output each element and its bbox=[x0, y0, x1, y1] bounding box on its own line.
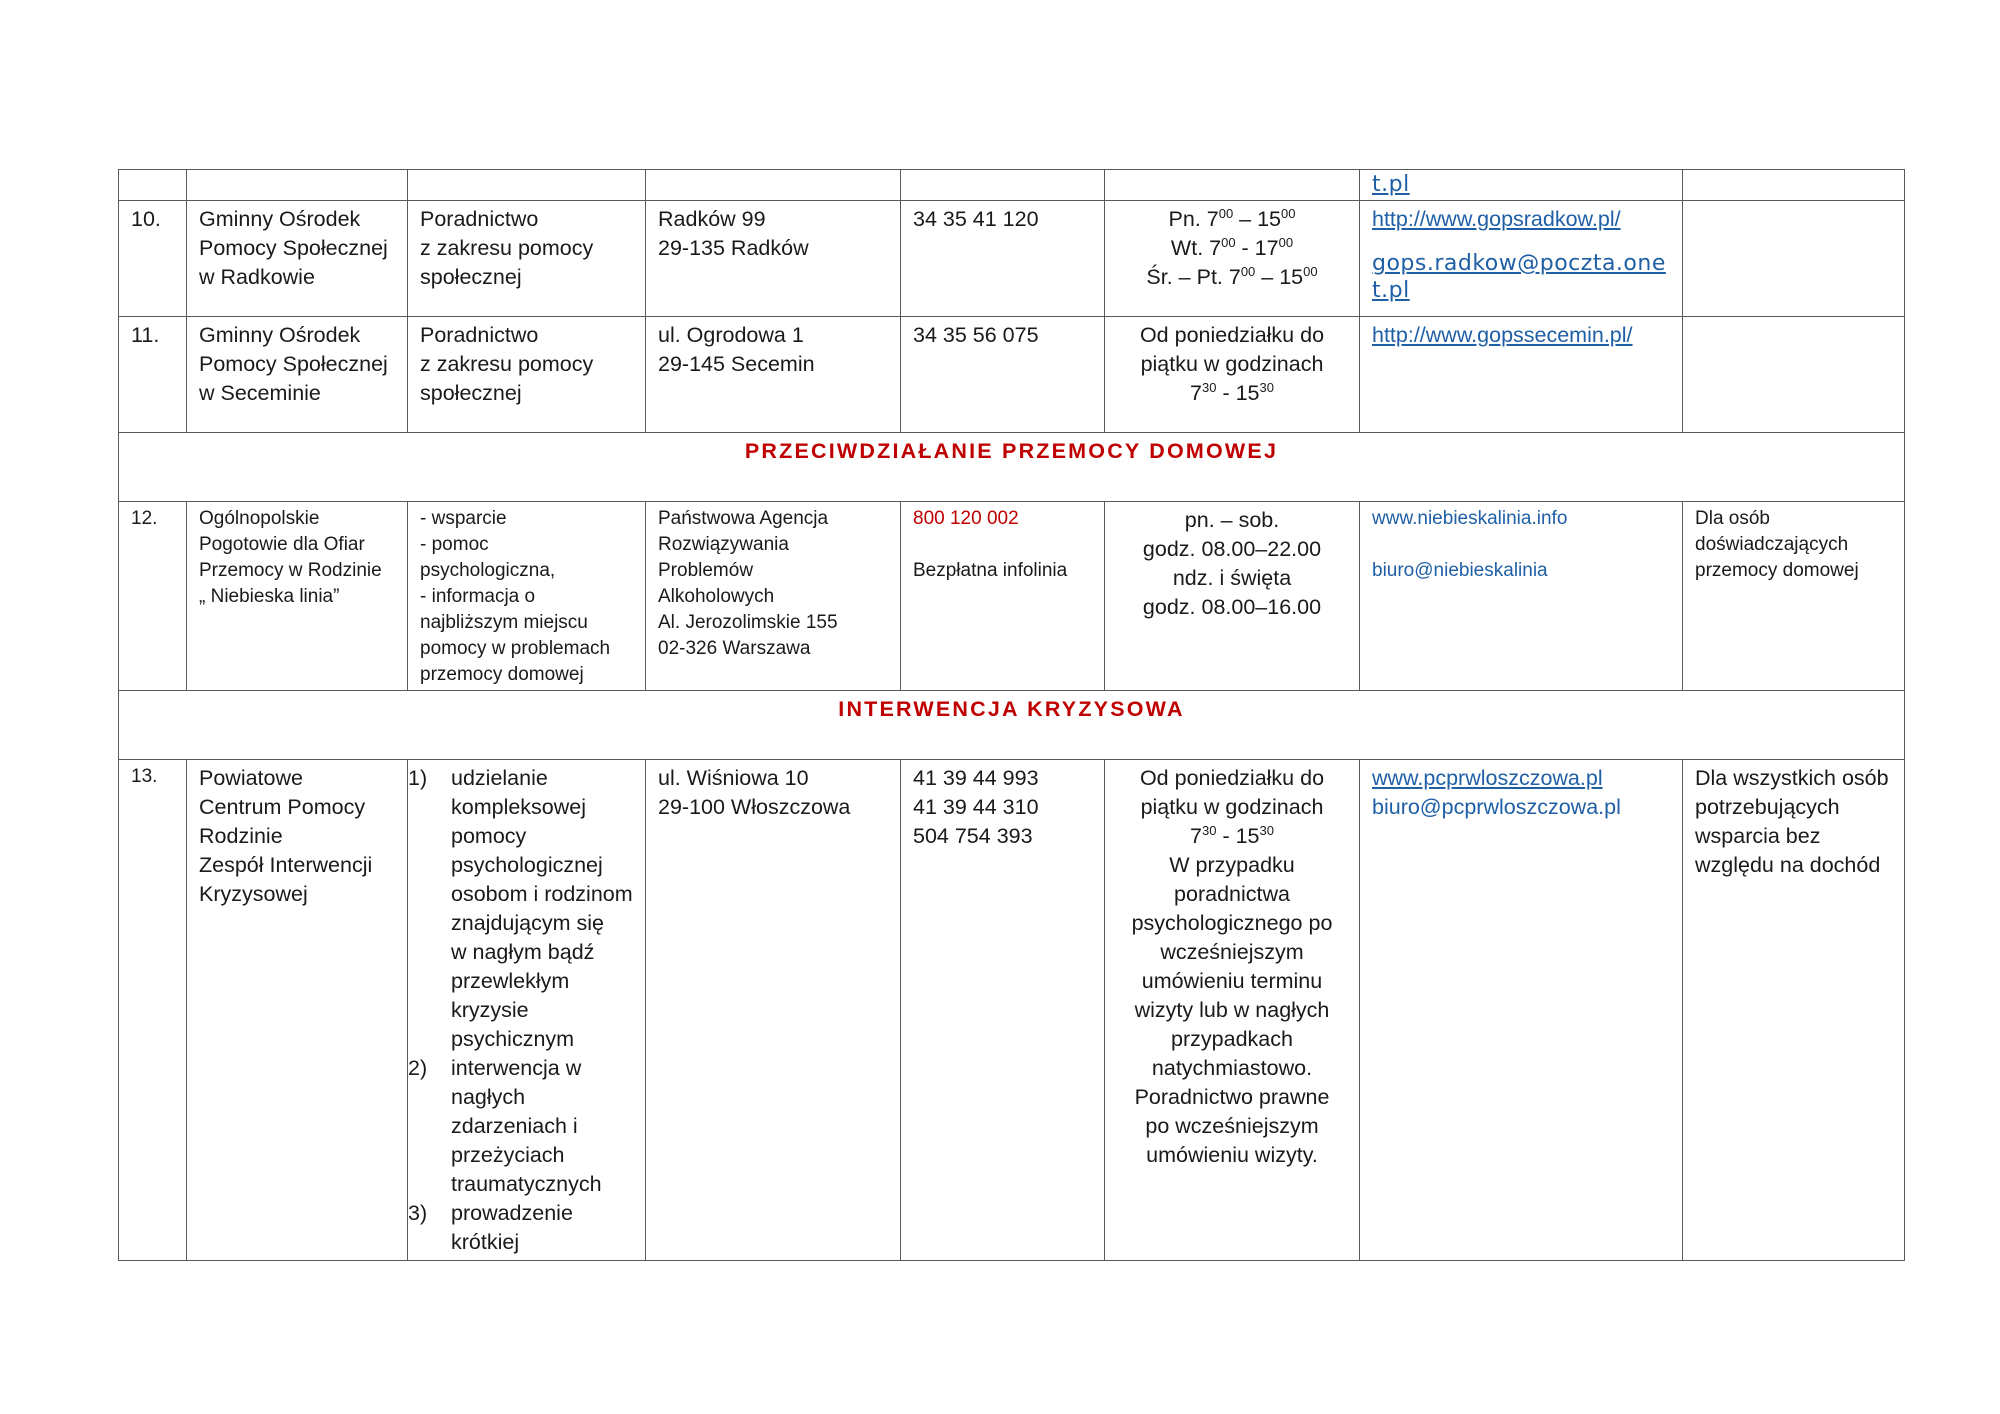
address: Państwowa Agencja Rozwiązywania Problemów Alkoholowych Al. Jerozolimskie 155 02-326 Warszawa bbox=[646, 502, 901, 691]
table-row bbox=[119, 502, 1905, 691]
opening-hours: pn. – sob. godz. 08.00–22.00 ndz. i święta godz. 08.00–16.00 bbox=[1105, 502, 1360, 691]
opening-hours: Od poniedziałku do piątku w godzinach $7^{30} - 15^{30}$ W przypadku poradnictwa psychologicznego po wcześniejszym umówieniu terminu wizyty lub w nagłych przypadkach natychmiastowo. Poradnictwo prawne po wcześniejszym umówieniu wizyty. bbox=[1105, 760, 1360, 1261]
institutions-table bbox=[118, 169, 1905, 1261]
services-list bbox=[408, 764, 633, 1257]
section-title-domestic-violence: PRZECIWDZIAŁANIE PRZEMOCY DOMOWEJ bbox=[119, 433, 1905, 502]
row-number: 13. bbox=[119, 760, 187, 1261]
row-number: 12. bbox=[119, 502, 187, 691]
opening-hours: Pn. $7^{00} - 15^{00}$ Wt. $7^{00} - 17^{00}$ Śr. – Pt. $7^{00} - 15^{00}$ bbox=[1105, 201, 1360, 317]
hotline-number: 800 120 002 bbox=[913, 508, 1019, 529]
list-item: 2) interwencja w nagłych zdarzeniach i przeżyciach traumatycznych bbox=[408, 1056, 602, 1196]
email-link[interactable]: gops.radkow@poczta.one bbox=[1372, 251, 1666, 276]
email-link-continued[interactable]: t.pl bbox=[1372, 278, 1410, 303]
section-header bbox=[119, 691, 1905, 760]
hotline-note: Bezpłatna infolinia bbox=[913, 560, 1068, 581]
institution-name: Gminny Ośrodek Pomocy Społecznej w Radkowie bbox=[187, 201, 408, 317]
section-title-crisis-intervention: INTERWENCJA KRYZYSOWA bbox=[119, 691, 1905, 760]
table-row-continued bbox=[119, 170, 1905, 201]
website-link[interactable]: http://www.gopssecemin.pl/ bbox=[1372, 323, 1633, 347]
institution-name: Powiatowe Centrum Pomocy Rodzinie Zespół Interwencji Kryzysowej bbox=[187, 760, 408, 1261]
service-description bbox=[408, 760, 646, 1261]
list-item: 1) udzielanie kompleksowej pomocy psychologicznej osobom i rodzinom znajdującym się w nagłym bądź przewlekłym kryzysie psychicznym bbox=[408, 766, 633, 1051]
phone: 34 35 41 120 bbox=[901, 201, 1105, 317]
phone: 41 39 44 993 41 39 44 310 504 754 393 bbox=[901, 760, 1105, 1261]
contact-links bbox=[1360, 502, 1683, 691]
section-header bbox=[119, 433, 1905, 502]
row-number: 10. bbox=[119, 201, 187, 317]
address: Radków 99 29-135 Radków bbox=[646, 201, 901, 317]
table-row bbox=[119, 201, 1905, 317]
phone bbox=[901, 502, 1105, 691]
phone: 34 35 56 075 bbox=[901, 317, 1105, 433]
target-group: Dla osób doświadczających przemocy domowej bbox=[1683, 502, 1905, 691]
address: ul. Ogrodowa 1 29-145 Secemin bbox=[646, 317, 901, 433]
service-description: Poradnictwo z zakresu pomocy społecznej bbox=[408, 317, 646, 433]
service-description: Poradnictwo z zakresu pomocy społecznej bbox=[408, 201, 646, 317]
email-link[interactable]: biuro@pcprwloszczowa.pl bbox=[1372, 795, 1621, 819]
contact-links bbox=[1360, 201, 1683, 317]
row-number: 11. bbox=[119, 317, 187, 433]
table-row bbox=[119, 760, 1905, 1261]
target-group: Dla wszystkich osób potrzebujących wsparcia bez względu na dochód bbox=[1683, 760, 1905, 1261]
service-description: - wsparcie - pomoc psychologiczna, - informacja o najbliższym miejscu pomocy w problemach przemocy domowej bbox=[408, 502, 646, 691]
institution-name: Ogólnopolskie Pogotowie dla Ofiar Przemocy w Rodzinie „ Niebieska linia” bbox=[187, 502, 408, 691]
website-link[interactable]: www.niebieskalinia.info bbox=[1372, 508, 1568, 529]
website-link[interactable]: www.pcprwloszczowa.pl bbox=[1372, 766, 1603, 790]
address: ul. Wiśniowa 10 29-100 Włoszczowa bbox=[646, 760, 901, 1261]
email-tail[interactable]: t.pl bbox=[1372, 172, 1410, 197]
opening-hours: Od poniedziałku do piątku w godzinach $7^{30} - 15^{30}$ bbox=[1105, 317, 1360, 433]
contact-links bbox=[1360, 760, 1683, 1261]
email-link[interactable]: biuro@niebieskalinia bbox=[1372, 560, 1548, 581]
contact-links bbox=[1360, 317, 1683, 433]
list-item: 3) prowadzenie krótkiej bbox=[408, 1201, 573, 1254]
institution-name: Gminny Ośrodek Pomocy Społecznej w Seceminie bbox=[187, 317, 408, 433]
website-link[interactable]: http://www.gopsradkow.pl/ bbox=[1372, 207, 1621, 231]
table-row bbox=[119, 317, 1905, 433]
